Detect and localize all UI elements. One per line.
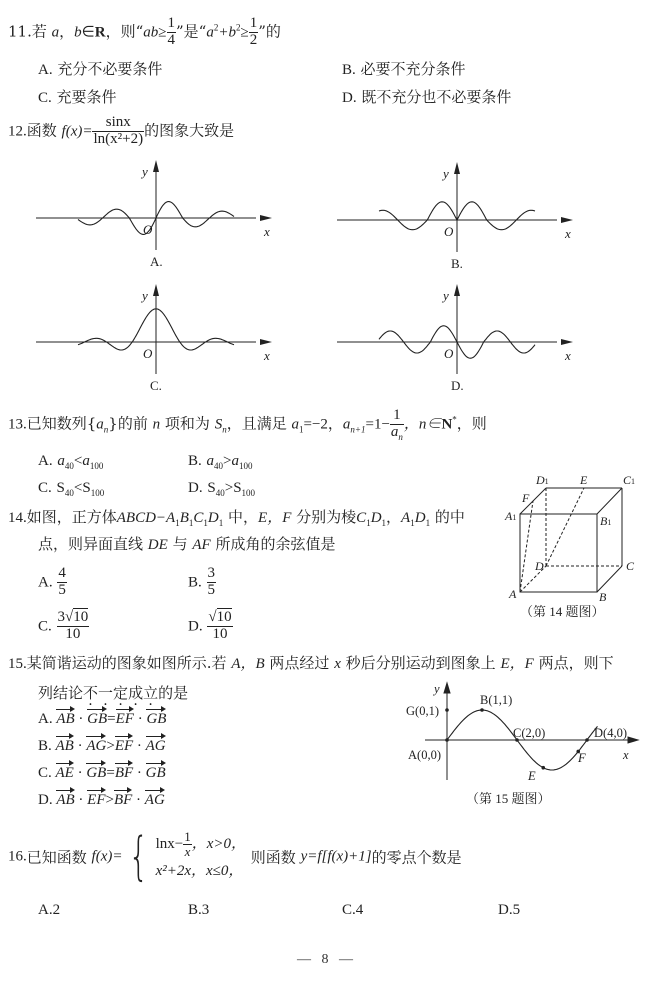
vector: AG [86, 738, 107, 754]
cube-edge [597, 488, 622, 514]
frac-den: $a_n$ [390, 423, 403, 442]
q15-line-2 [38, 680, 188, 706]
vector: AB [55, 738, 74, 754]
frac-num: 1 [184, 829, 191, 844]
option-op: > [106, 738, 115, 754]
q14-text: 中， [228, 508, 259, 526]
axis-label-x: x [565, 226, 571, 241]
option-text: 2 [52, 902, 61, 918]
option-fraction [207, 566, 217, 599]
q15-option-c[interactable] [38, 765, 166, 782]
point-a [445, 738, 449, 742]
q16-option-a[interactable] [38, 902, 60, 919]
option-letter: D. [38, 792, 53, 808]
case-1-condition: ，x>0， [191, 836, 246, 853]
vector: GB [145, 765, 166, 781]
frac-den: ln(x²+2) [93, 130, 144, 147]
option-text: 既不充分也不必要条件 [361, 88, 512, 106]
q14-text: 点，则异面直线 [38, 535, 144, 553]
option-rhs: a [82, 453, 90, 469]
y-axis-arrow-icon [153, 284, 159, 296]
q15-text: 某简谐运动的图象如图所示.若 [26, 654, 227, 672]
option-lhs: S [207, 480, 216, 496]
q11-b2: +b [218, 24, 236, 41]
q13-sn: S [214, 416, 223, 433]
axis-label-y: y [142, 164, 148, 179]
q14-de: DE [147, 537, 168, 553]
point-label-d: D(4,0) [594, 726, 627, 740]
option-letter: D. [498, 902, 513, 918]
option-op: = [106, 765, 115, 781]
dot-operator: · [77, 738, 83, 754]
option-rhs: S [82, 480, 91, 496]
q13-recurrence: =1− [365, 416, 390, 433]
option-lhs: a [57, 453, 65, 469]
frac-num: 3√10 [57, 609, 89, 625]
q14-cube: ABCD−A [116, 510, 176, 526]
x-axis-arrow-icon [260, 339, 272, 345]
q14-text: 分别为棱 [296, 508, 357, 526]
option-op: > [105, 792, 114, 808]
option-sub: 40 [214, 461, 224, 471]
q15-x: x [334, 656, 341, 672]
cube-figure [480, 470, 650, 620]
label-f: F [522, 491, 530, 505]
label-a: A [509, 587, 517, 601]
vector: GB [86, 765, 107, 781]
axis-label-y: y [434, 682, 440, 696]
point-label-e: E [528, 769, 536, 783]
q15-text: 列结论 [38, 684, 84, 702]
x-axis-arrow-icon [561, 217, 573, 223]
option-letter: C. [38, 618, 52, 635]
option-sub: 100 [241, 488, 256, 498]
q13-text: }的前 [108, 414, 148, 433]
q14-line-1: 14.如图，正方体$ABCD-A_1B_1C_1D_1$ 中，E，F 分别为棱$C_1D_1$，$A_1D_1$ 的中 [8, 508, 465, 528]
q13-text: ，且满足 [226, 414, 287, 433]
option-letter: C. [342, 902, 356, 918]
q14-option-d[interactable] [188, 610, 233, 643]
q14-text: 如图，正方体 [26, 508, 117, 526]
label-e: E [580, 473, 588, 487]
point-label-g: G(0,1) [406, 704, 439, 718]
point-label-f: F [578, 751, 586, 765]
q13-number: 13. [8, 416, 27, 433]
var-b: b [74, 24, 82, 41]
dot-operator: · [78, 792, 84, 808]
option-fraction [207, 610, 232, 643]
q11-a2: a [206, 24, 214, 41]
vector: AB [56, 792, 75, 808]
segment-af [520, 501, 533, 592]
label-b1: B1 [600, 514, 612, 528]
emphasis-char: 立 [143, 684, 159, 702]
emphasis-char: 不 [83, 684, 99, 702]
frac-den: 10 [212, 625, 228, 642]
vector: AB [56, 711, 75, 727]
option-rhs: a [231, 453, 240, 469]
frac-den: 4 [167, 31, 175, 48]
frac-num: √10 [208, 609, 232, 625]
q14-edge-2: A [401, 510, 411, 526]
q11-text: ，则“ [105, 22, 144, 41]
q15-text: 秒后分别运动到图象上 [345, 654, 496, 672]
q13-fraction [390, 408, 404, 441]
option-sub: 100 [90, 488, 105, 498]
dot-operator: · [136, 738, 142, 754]
dot-operator: · [77, 765, 83, 781]
x-axis-arrow-icon [561, 339, 573, 345]
q11-text: 若 [31, 22, 47, 41]
option-letter: C. [38, 765, 52, 781]
q13-text: 项和为 [164, 414, 210, 433]
frac-den: x [184, 843, 191, 859]
q12-graphs [0, 0, 650, 400]
frac-num: sinx [92, 115, 144, 132]
q13-option-d[interactable] [188, 478, 255, 497]
q15-text: 两点，则下 [538, 654, 614, 672]
q15-line-1 [8, 650, 614, 677]
q13-a1-value: =−2， [303, 416, 343, 433]
label-d: D [535, 559, 544, 573]
q14-number: 14. [8, 510, 27, 526]
option-sub: 100 [89, 461, 104, 471]
x-axis-arrow [628, 737, 638, 743]
footer-dash: — [339, 952, 353, 967]
q12-fx: f(x)= [61, 123, 93, 140]
label-d1: D1 [536, 473, 549, 487]
axis-label-x: x [264, 224, 270, 239]
option-text: 充要条件 [56, 88, 117, 106]
vector: AG [145, 738, 166, 754]
emphasis-char: 定 [113, 684, 129, 702]
origin-label: O [143, 222, 153, 237]
q13-option-b[interactable] [188, 451, 253, 470]
q13-n-domain: ，n∈ [403, 416, 442, 433]
harmonic-figure [390, 675, 650, 810]
figure-14-caption: （第 14 题图） [520, 604, 605, 619]
frac-den: 5 [58, 581, 66, 598]
option-fraction [57, 566, 67, 599]
option-op: < [73, 480, 83, 496]
option-lhs: a [206, 453, 215, 469]
y-axis-arrow-icon [454, 162, 460, 174]
option-sub: 40 [64, 461, 74, 471]
q13-text: ，则 [456, 414, 487, 433]
case-1 [156, 830, 246, 858]
q15-text: 的是 [158, 684, 189, 702]
q11-text: ”是“ [176, 22, 207, 41]
q11-number: 11. [8, 22, 32, 41]
option-letter: B. [188, 453, 202, 469]
q16-option-d[interactable] [498, 902, 520, 919]
q14-ef: E，F [258, 510, 292, 526]
frac-den: 2 [249, 31, 258, 48]
frac-den: 5 [207, 581, 216, 598]
dot-operator: · [136, 765, 142, 781]
option-op: < [73, 453, 83, 469]
origin-label: O [444, 224, 454, 239]
vector: BF [113, 792, 133, 808]
q16-option-b[interactable] [188, 902, 209, 919]
q13-n: n [152, 416, 161, 433]
graph-option-label: D. [451, 378, 464, 393]
q11-text: ， [59, 22, 75, 41]
frac-num: 1 [249, 15, 258, 31]
q15-text: 两点经过 [269, 654, 330, 672]
label-a1: A1 [505, 509, 517, 523]
x-axis-arrow-icon [260, 215, 272, 221]
q14-text: ， [386, 508, 402, 526]
option-sub: 40 [64, 488, 74, 498]
option-letter: C. [38, 480, 52, 496]
point-label-b: B(1,1) [480, 693, 513, 707]
option-text: 必要不充分条件 [360, 60, 466, 78]
set-r: R [94, 24, 106, 41]
footer-dash: — [297, 952, 311, 967]
q13-a1: a [291, 416, 299, 433]
option-text: 4 [355, 902, 364, 918]
option-letter: D. [188, 618, 203, 635]
q16-text: 已知函数 [26, 848, 87, 867]
segment-de [546, 488, 584, 566]
option-op: = [107, 711, 116, 727]
option-letter: B. [188, 902, 202, 918]
q14-edge-1: C [356, 510, 367, 526]
emphasis-char: 成 [128, 684, 144, 702]
label-b: B [599, 590, 607, 604]
case-2: x²+2x，x≤0， [155, 863, 244, 880]
q14-text: 所成角的余弦值是 [215, 535, 336, 553]
dot-operator: · [78, 711, 84, 727]
q14-option-a[interactable] [38, 566, 67, 599]
option-letter: D. [342, 90, 357, 106]
option-lhs: S [56, 480, 65, 496]
option-sub: 100 [239, 461, 253, 471]
y-axis-arrow [444, 683, 450, 693]
vector: EF [114, 738, 134, 754]
vector: AG [144, 792, 165, 808]
emphasis-char: 一 [98, 684, 114, 702]
point-b [480, 708, 484, 712]
origin-label: O [444, 346, 454, 361]
option-text: 3 [201, 902, 210, 918]
frac-num: 3 [207, 565, 216, 581]
q14-text: 的中 [434, 508, 465, 526]
option-sub: 40 [215, 488, 225, 498]
option-letter: C. [38, 90, 52, 106]
q16-fx: f(x)= [91, 848, 123, 865]
frac-num: 1 [390, 408, 404, 425]
q11-geq: ≥ [158, 24, 167, 41]
graph-option-label: A. [150, 254, 163, 269]
q15-option-a[interactable] [38, 711, 166, 728]
vector: GB [146, 711, 167, 727]
figure-15-caption: （第 15 题图） [466, 791, 551, 806]
q13-an1: a [342, 416, 351, 433]
q14-text: 与 [172, 535, 188, 553]
q15-number: 15. [8, 656, 27, 672]
axis-label-y: y [142, 288, 148, 303]
q13-an: a [96, 416, 104, 433]
point-label-c: C(2,0) [513, 726, 546, 740]
y-axis-arrow-icon [153, 160, 159, 172]
q14-line-2 [38, 531, 336, 558]
q16-text: 的零点个数是 [371, 848, 462, 867]
point-d [585, 738, 589, 742]
var-a: a [51, 24, 60, 41]
frac-num: 4 [58, 565, 66, 581]
q16-option-c[interactable] [342, 902, 363, 919]
label-c: C [626, 559, 635, 573]
option-letter: B. [38, 738, 52, 754]
vector: GB [87, 711, 108, 727]
option-letter: A. [38, 711, 53, 727]
option-text: 充分不必要条件 [57, 60, 163, 78]
piecewise-brace: { [129, 827, 149, 888]
q14-af: AF [192, 537, 211, 553]
q11-geq: ≥ [240, 24, 249, 41]
q16-stem [8, 827, 462, 888]
option-letter: B. [342, 62, 356, 78]
q11-text: ∈ [81, 24, 95, 41]
page-number: 8 [321, 952, 329, 967]
dot-operator: · [136, 792, 142, 808]
q13-stem: 13.已知数列$\{a_n\}$的前 n 项和为 $S_n$，且满足 $a_1=-2$，$a_{n+1}=1-$ $\frac{1}{a_n}$ ，n∈N*，则 [8, 407, 487, 442]
frac-num: 1 [167, 15, 175, 31]
q13-text: 已知数列{ [26, 414, 97, 433]
vector: EF [87, 792, 106, 808]
q16-composite: y=f[f(x)+1] [300, 848, 372, 865]
option-rhs: S [233, 480, 242, 496]
vector: EF [115, 711, 134, 727]
q15-ab: A，B [231, 656, 265, 672]
q14-option-b[interactable] [188, 566, 216, 599]
q15-ef: E，F [500, 656, 534, 672]
axis-label-x: x [565, 348, 571, 363]
q11-stem: 11.若 a，b∈R，则“ab≥ $\frac{1}{4}$ ”是“$a^2+b^2\ge$ $\frac{1}{2}$ ”的 [8, 15, 281, 48]
q11-text: ”的 [258, 22, 281, 41]
point-label-a: A(0,0) [408, 748, 441, 762]
axis-label-y: y [443, 288, 449, 303]
q12-text: 的图象大致是 [144, 121, 235, 140]
q13-nstar: N [441, 416, 453, 433]
point-g [445, 708, 449, 712]
option-letter: A. [38, 574, 53, 591]
dot-operator: · [137, 711, 143, 727]
option-fraction [57, 610, 90, 643]
cube-edge [597, 566, 622, 592]
q12-text: 函数 [26, 121, 57, 140]
q13-option-c[interactable] [38, 478, 104, 497]
q12-number: 12. [8, 123, 27, 140]
page-footer [0, 952, 650, 968]
option-op: > [224, 480, 234, 496]
option-letter: A. [38, 62, 53, 78]
q11-ab: ab [143, 24, 159, 41]
q14-option-c[interactable] [38, 610, 89, 643]
graph-option-label: B. [451, 256, 463, 271]
axis-label-y: y [443, 166, 449, 181]
origin-label: O [143, 346, 153, 361]
frac-den: 10 [65, 625, 81, 642]
q16-text: 则函数 [250, 848, 296, 867]
label-c1: C1 [623, 473, 636, 487]
option-letter: D. [188, 480, 203, 496]
vector: AE [55, 765, 74, 781]
option-letter: B. [188, 574, 202, 591]
case-1-fraction [183, 830, 192, 858]
q13-option-a[interactable] [38, 451, 103, 470]
axis-label-x: x [264, 348, 270, 363]
case-1-expr: lnx− [155, 836, 184, 853]
option-letter: A. [38, 453, 53, 469]
vector: BF [114, 765, 134, 781]
q15-option-b[interactable] [38, 738, 166, 755]
q15-option-d[interactable] [38, 792, 165, 809]
option-op: > [223, 453, 232, 469]
axis-label-x: x [623, 748, 629, 762]
option-text: 5 [512, 902, 521, 918]
piecewise-cases [156, 830, 246, 884]
q16-number: 16. [8, 848, 27, 865]
y-axis-arrow-icon [454, 284, 460, 296]
option-letter: A. [38, 902, 53, 918]
graph-option-label: C. [150, 378, 162, 393]
point-e [541, 766, 545, 770]
